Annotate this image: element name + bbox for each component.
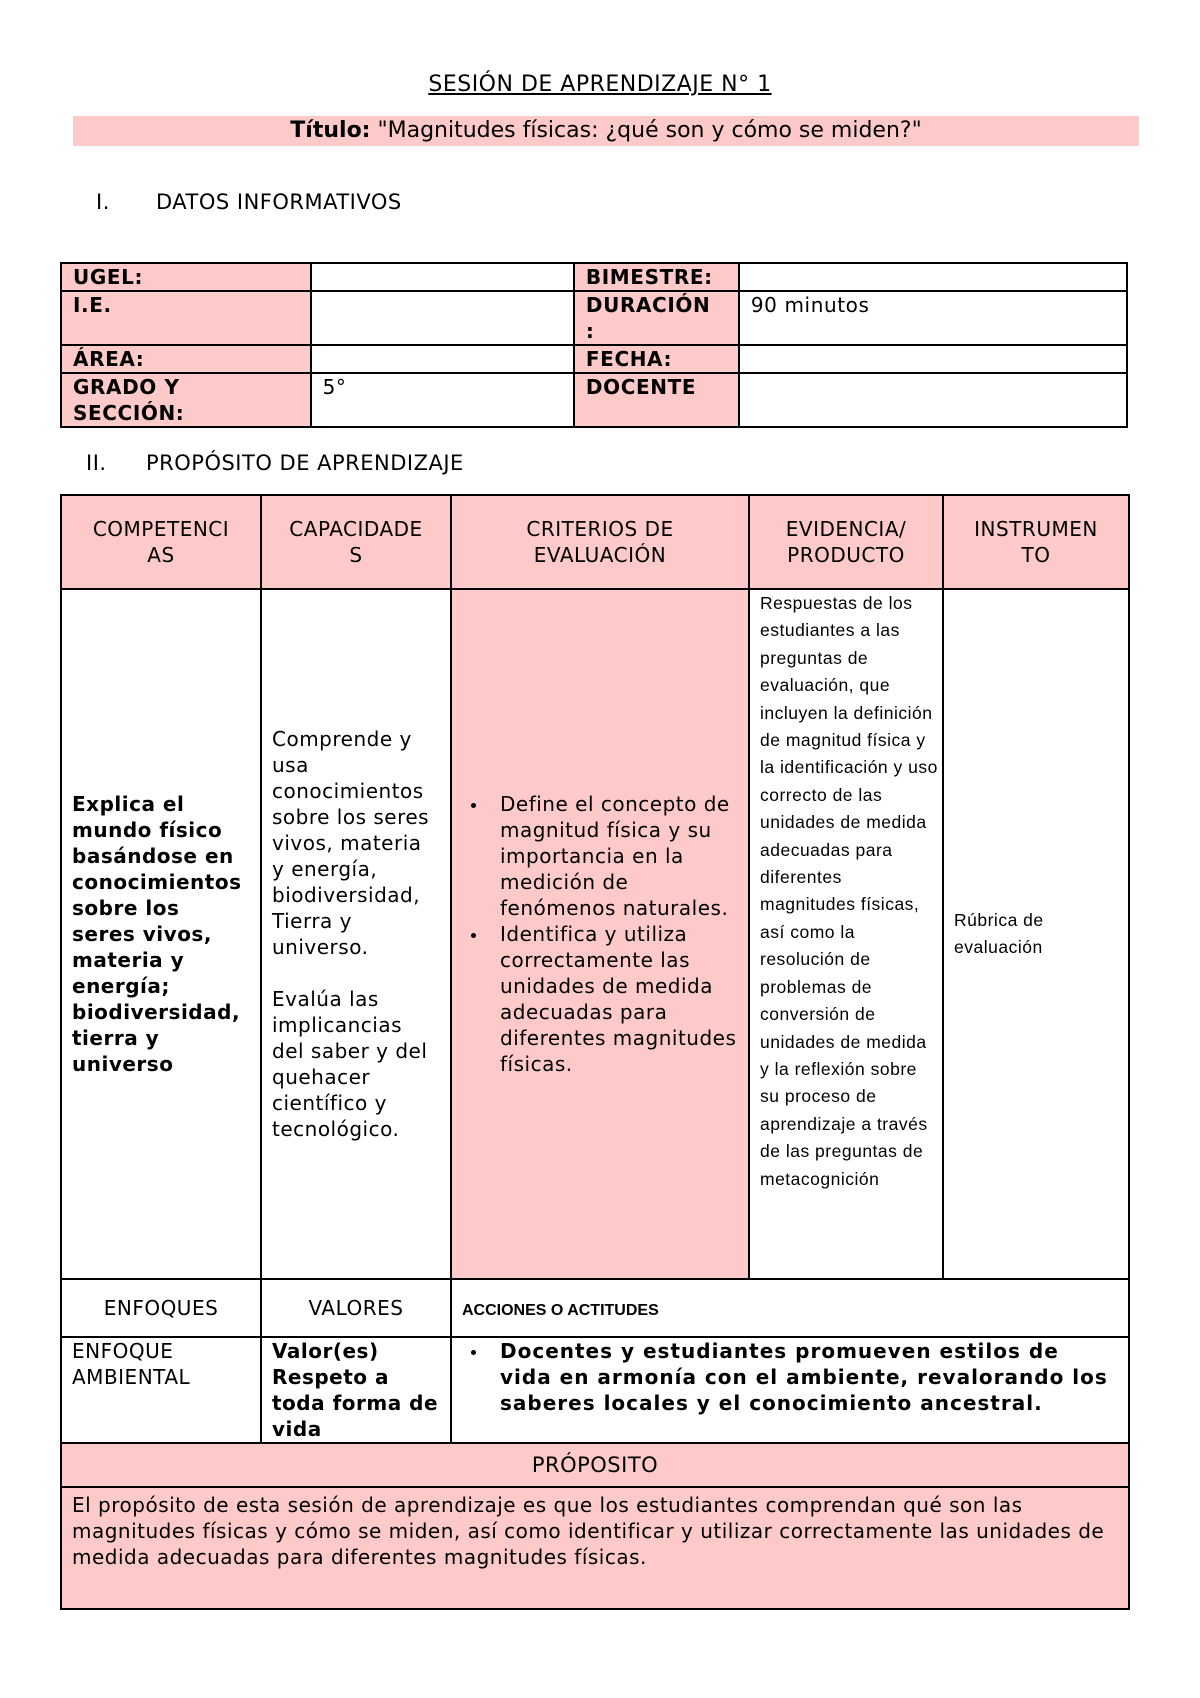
section-heading-datos <box>96 190 402 214</box>
duracion-label <box>574 291 739 345</box>
instrumento-cell: Rúbrica de evaluación <box>943 589 1129 1279</box>
enfoques-header-row <box>61 1279 1129 1337</box>
proposito-header-row <box>61 1443 1129 1487</box>
actitud-item: • Docentes y estudiantes promueven estilos de vida en armonía con el ambiente, revalorando los saberes locales y el conocimiento ancestral. <box>488 1338 1118 1416</box>
capacidad-item: Comprende y usa conocimientos sobre los seres vivos, materia y energía, biodiversidad, Tierra y universo. <box>272 727 430 959</box>
docente-value <box>739 373 1127 427</box>
docente-label: DOCENTE <box>574 373 739 427</box>
fecha-value <box>739 345 1127 373</box>
grado-label-line-2: SECCIÓN: <box>73 401 185 425</box>
enfoques-content-row <box>61 1337 1129 1443</box>
criterio-item: • Define el concepto de magnitud física y su importancia en la medición de fenómenos naturales. <box>488 791 742 921</box>
grado-label <box>61 373 311 427</box>
valores-cell: Valor(es) Respeto a toda forma de vida <box>261 1337 451 1443</box>
info-row <box>61 291 1127 345</box>
ie-label: I.E. <box>61 291 311 345</box>
header-criterios: CRITERIOS DE EVALUACIÓN <box>451 495 749 589</box>
section-number: I. <box>96 190 110 214</box>
capacidad-item: Evalúa las implicancias del saber y del quehacer científico y tecnológico. <box>272 987 428 1141</box>
document-header <box>0 72 1200 97</box>
enfoque-cell: ENFOQUE AMBIENTAL <box>61 1337 261 1443</box>
header-enfoques: ENFOQUES <box>61 1279 261 1337</box>
proposito-content-row <box>61 1487 1129 1609</box>
actitud-cell <box>451 1337 1129 1443</box>
bimestre-label: BIMESTRE: <box>574 263 739 291</box>
duracion-label-text: DURACIÓN <box>585 293 711 317</box>
info-row <box>61 373 1127 427</box>
bimestre-value <box>739 263 1127 291</box>
title-bar <box>73 116 1139 146</box>
title-label: Título: <box>290 118 371 143</box>
fecha-label: FECHA: <box>574 345 739 373</box>
proposito-header: PRÓPOSITO <box>61 1443 1129 1487</box>
grado-value: 5° <box>311 373 574 427</box>
section-label: PROPÓSITO DE APRENDIZAJE <box>146 451 464 475</box>
document-header-text: SESIÓN DE APRENDIZAJE N° 1 <box>428 72 772 97</box>
capacidades-cell <box>261 589 451 1279</box>
section-label: DATOS INFORMATIVOS <box>156 190 402 214</box>
criterio-item: • Identifica y utiliza correctamente las unidades de medida adecuadas para diferentes magnitudes físicas. <box>488 921 742 1077</box>
area-label: ÁREA: <box>61 345 311 373</box>
grado-label-line-1: GRADO Y <box>73 375 180 399</box>
header-instrumento: INSTRUMEN TO <box>943 495 1129 589</box>
duracion-colon: : <box>585 319 595 343</box>
purpose-table <box>60 494 1130 1610</box>
header-capacidades: CAPACIDADE S <box>261 495 451 589</box>
area-value <box>311 345 574 373</box>
criterios-cell <box>451 589 749 1279</box>
title-text: "Magnitudes físicas: ¿qué son y cómo se miden?" <box>377 118 922 143</box>
ugel-value <box>311 263 574 291</box>
header-competencias: COMPETENCI AS <box>61 495 261 589</box>
info-row <box>61 263 1127 291</box>
evidencia-cell: Respuestas de los estudiantes a las preguntas de evaluación, que incluyen la definición de magnitud física y la identificación y uso correcto de las unidades de medida adecuadas para diferentes magnitudes físicas, así como la resolución de problemas de conversión de unidades de medida y la reflexión sobre su proceso de aprendizaje a través de las preguntas de metacognición <box>749 589 943 1279</box>
header-evidencia: EVIDENCIA/ PRODUCTO <box>749 495 943 589</box>
competencia-cell: Explica el mundo físico basándose en conocimientos sobre los seres vivos, materia y energía; biodiversidad, tierra y universo <box>61 589 261 1279</box>
purpose-content-row <box>61 589 1129 1279</box>
info-row <box>61 345 1127 373</box>
section-heading-proposito <box>86 451 464 475</box>
header-acciones: ACCIONES O ACTITUDES <box>451 1279 1129 1337</box>
purpose-header-row <box>61 495 1129 589</box>
proposito-text: El propósito de esta sesión de aprendizaje es que los estudiantes comprendan qué son las magnitudes físicas y cómo se miden, así como identificar y utilizar correctamente las unidades de medida adecuadas para diferentes magnitudes físicas. <box>61 1487 1129 1609</box>
ugel-label: UGEL: <box>61 263 311 291</box>
duracion-value: 90 minutos <box>739 291 1127 345</box>
header-valores: VALORES <box>261 1279 451 1337</box>
ie-value <box>311 291 574 345</box>
info-table <box>60 262 1128 428</box>
section-number: II. <box>86 451 107 475</box>
